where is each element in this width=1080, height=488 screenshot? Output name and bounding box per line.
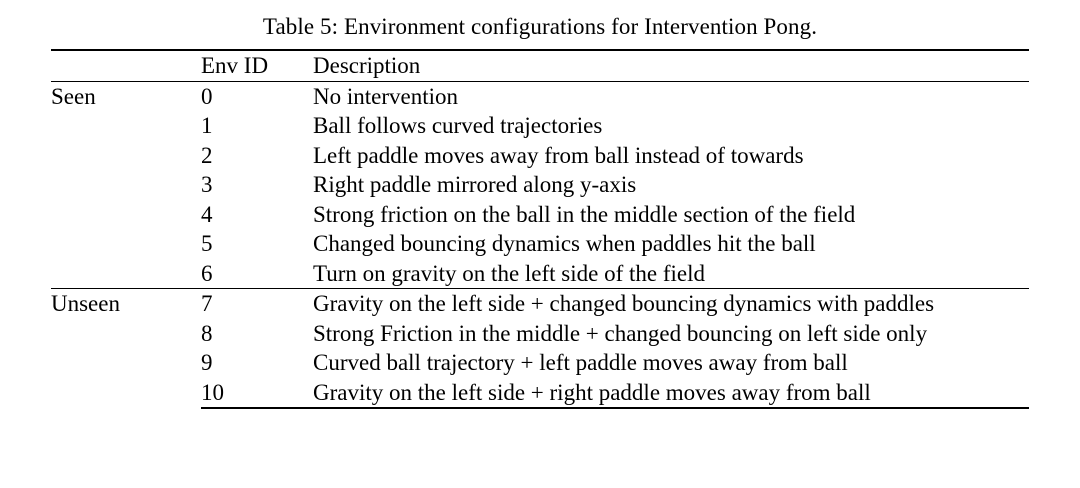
- cell-description: Changed bouncing dynamics when paddles hit the ball: [313, 231, 816, 256]
- cell-env-id: 10: [201, 378, 313, 409]
- cell-description: Right paddle mirrored along y-axis: [313, 172, 637, 197]
- cell-description: Strong friction on the ball in the middle section of the field: [313, 201, 856, 227]
- table-row: [51, 81, 1029, 111]
- table-caption: Table 5: Environment configurations for Intervention Pong.: [262, 14, 818, 39]
- cell-description: Left paddle moves away from ball instead of towards: [313, 142, 804, 168]
- cell-env-id: 2: [201, 142, 213, 168]
- section-label-unseen: Unseen: [51, 289, 201, 409]
- cell-env-id: 1: [201, 113, 213, 138]
- cell-description: No intervention: [313, 81, 1029, 111]
- table-header-row: [51, 50, 1029, 81]
- header-group-cell: [51, 50, 201, 81]
- cell-description: Gravity on the left side + right paddle moves away from ball: [313, 378, 1029, 409]
- environment-configurations-table: [51, 49, 1029, 409]
- cell-env-id: 7: [201, 289, 313, 319]
- cell-env-id: 0: [201, 81, 313, 111]
- section-label-seen: Seen: [51, 81, 201, 289]
- cell-env-id: 6: [201, 260, 213, 286]
- cell-env-id: 5: [201, 231, 213, 256]
- cell-description: Turn on gravity on the left side of the field: [313, 260, 705, 286]
- header-description: Description: [313, 50, 1029, 81]
- cell-env-id: 4: [201, 201, 213, 227]
- cell-env-id: 3: [201, 172, 213, 197]
- cell-env-id: 8: [201, 320, 213, 346]
- table-container: [51, 42, 1029, 409]
- cell-description: Strong Friction in the middle + changed bouncing on left side only: [313, 320, 928, 346]
- table-row: [51, 289, 1029, 319]
- cell-env-id: 9: [201, 350, 213, 375]
- cell-description: Ball follows curved trajectories: [313, 113, 603, 138]
- header-env-id: Env ID: [201, 50, 313, 81]
- cell-description: Curved ball trajectory + left paddle moves away from ball: [313, 350, 848, 375]
- cell-description: Gravity on the left side + changed bouncing dynamics with paddles: [313, 289, 1029, 319]
